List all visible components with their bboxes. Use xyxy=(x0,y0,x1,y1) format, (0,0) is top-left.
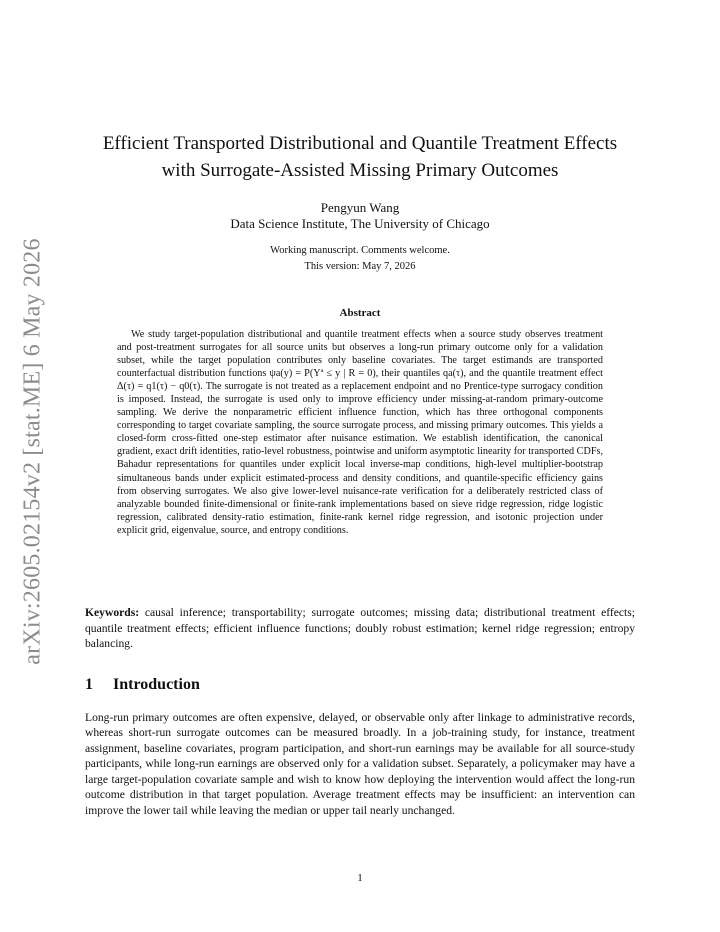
abstract-heading: Abstract xyxy=(339,307,381,319)
keywords-list: causal inference; transportability; surrogate outcomes; missing data; distributional treatment effects; quantile treatment effects; efficient influence functions; doubly robust estimation; kernel ridge regression; entropy balancing. xyxy=(85,606,635,650)
section-heading-introduction xyxy=(85,676,200,694)
paper-title xyxy=(70,130,650,184)
title-line-2: with Surrogate-Assisted Missing Primary Outcomes xyxy=(161,160,559,181)
section-title: Introduction xyxy=(113,676,200,693)
title-line-1: Efficient Transported Distributional and Quantile Treatment Effects xyxy=(102,133,618,154)
arxiv-identifier: arXiv:2605.02154v2 [stat.ME] 6 May 2026 xyxy=(19,237,46,665)
introduction-paragraph: Long-run primary outcomes are often expensive, delayed, or observable only after linkage to administrative records, whereas short-run surrogate outcomes can be measured broadly. In a job-training study, for instance, treatment assignment, baseline covariates, program participation, and short-run earnings may be available for all source-study participants, while long-run earnings are observed only for a validation subset. Separately, a policymaker may have a large target-population covariate sample and wish to know how deploying the intervention would affect the long-run outcome distribution in that target population. Average treatment effects may be insufficient: an intervention can improve the lower tail while leaving the median or upper tail nearly unchanged. xyxy=(85,711,635,817)
keywords-label: Keywords: xyxy=(85,606,140,619)
abstract-text: We study target-population distributional and quantile treatment effects when a source study observes treatment and post-treatment surrogates for all source units but observes a long-run primary outcome only for a validation subset, while the target population contributes only baseline covariates. The target estimands are transported counterfactual distribution functions ψa(y) = P(Yª ≤ y | R = 0), their quantiles qa(τ), and the quantile treatment effect Δ(τ) = q1(τ) − q0(τ). The surrogate is not treated as a replacement endpoint and no Prentice-type surrogacy condition is imposed. Instead, the surrogate is used only to improve efficiency under missing-at-random primary-outcome sampling. We derive the nonparametric efficient influence function, which has three orthogonal components corresponding to target covariate sampling, the source surrogate process, and missing primary outcomes. This yields a closed-form cross-fitted one-step estimator after nuisance estimation. We establish identification, the canonical gradient, exact drift identities, ratio-level robustness, pointwise and uniform asymptotic linearity for transported CDFs, Bahadur representations for quantiles under explicit local inverse-map conditions, high-level multiplier-bootstrap simultaneous bands under explicit estimated-process and density conditions, and quantile-specific efficiency gains from observing surrogates. We also give lower-level nuisance-rate verification for a deliberately restricted class of analyzable bounded finite-dimensional or finite-rank implementations based on sieve ridge regression, ridge logistic regression, calibrated density-ratio estimation, finite-rank kernel ridge regression, and isotonic projection under explicit grid, eigenvalue, source, and entropy conditions. xyxy=(117,329,603,536)
author-name: Pengyun Wang xyxy=(320,200,400,215)
author-affiliation: Data Science Institute, The University of Chicago xyxy=(230,216,490,231)
page-number: 1 xyxy=(357,872,363,884)
section-number: 1 xyxy=(85,676,93,693)
manuscript-note: Working manuscript. Comments welcome. xyxy=(270,245,450,256)
keywords-block xyxy=(85,605,635,652)
version-date: This version: May 7, 2026 xyxy=(304,261,416,272)
